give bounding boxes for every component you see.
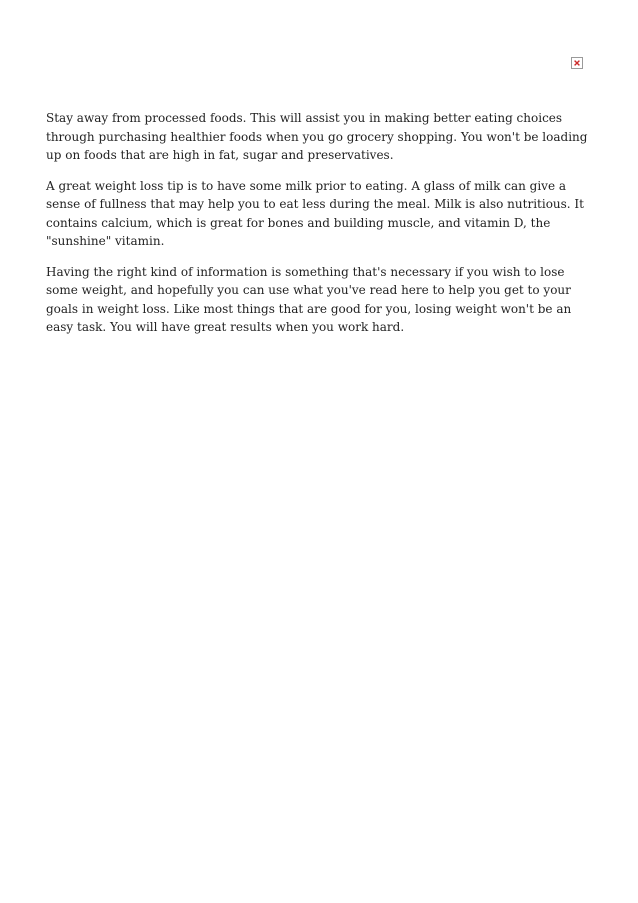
paragraph-milk-tip: A great weight loss tip is to have some milk prior to eating. A glass of milk can give a sense of fullness that may help you to eat less during the meal. Milk is also nutritious. It contains calcium, which is great for bones and building muscle, and vitamin D, the "sunshine" vitamin. bbox=[46, 178, 584, 248]
paragraph-processed-foods: Stay away from processed foods. This will assist you in making better eating choices through purchasing healthier foods when you go grocery shopping. You won't be loading up on foods that are high in fat, sugar and preservatives. bbox=[46, 111, 588, 162]
article-body bbox=[46, 109, 598, 349]
close-x-icon bbox=[574, 60, 580, 66]
paragraph-conclusion: Having the right kind of information is something that's necessary if you wish to lose some weight, and hopefully you can use what you've read here to help you get to your goals in weight loss. Like most things that are good for you, losing weight won't be an easy task. You will have great results when you work hard. bbox=[46, 264, 572, 334]
broken-image-icon bbox=[571, 57, 583, 69]
